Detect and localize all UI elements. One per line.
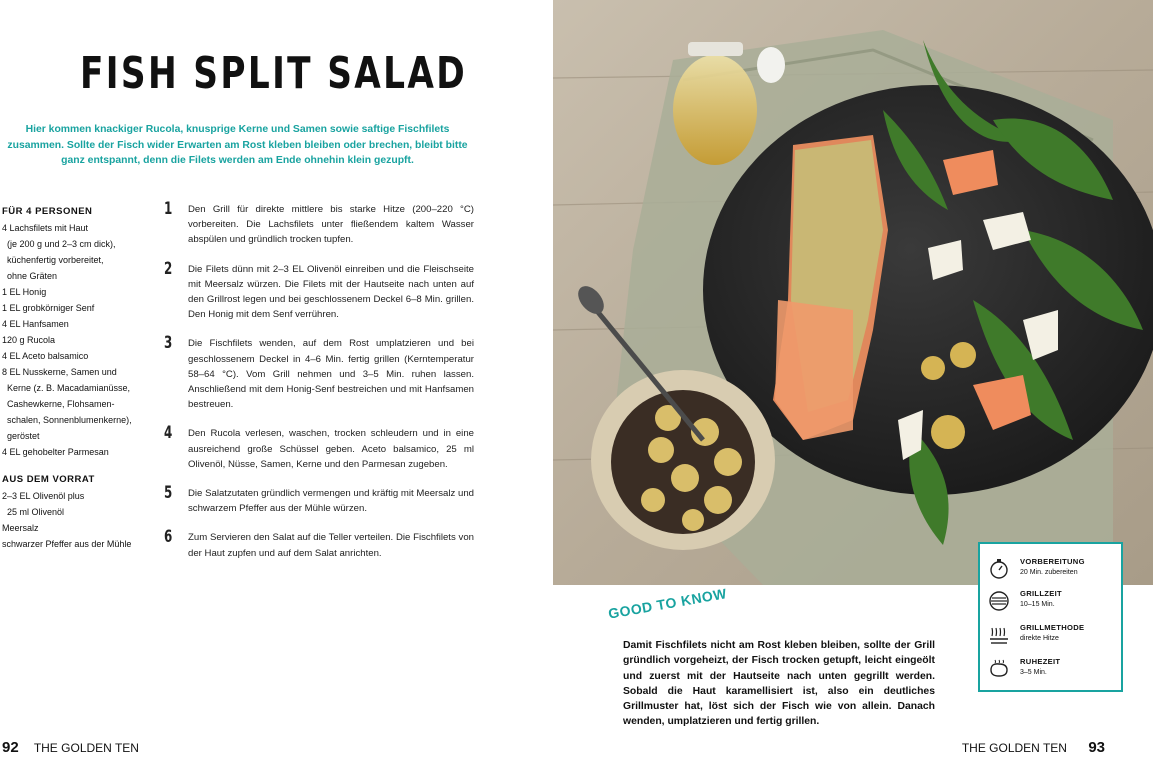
- steak-icon: [988, 658, 1010, 680]
- step: [164, 527, 474, 560]
- ingredient-line: 4 EL Aceto balsamico: [2, 351, 89, 361]
- page-number: 92: [2, 739, 19, 756]
- ingredient-line: ohne Gräten: [7, 271, 58, 281]
- ingredient-line: 4 Lachsfilets mit Haut: [2, 223, 89, 233]
- info-prep: [988, 556, 1118, 586]
- step-number: 5: [164, 483, 173, 504]
- step: [164, 483, 474, 516]
- info-label: GRILLMETHODE: [1020, 623, 1085, 632]
- recipe-title: FISH SPLIT SALAD: [80, 48, 468, 99]
- footer-left: [2, 739, 139, 756]
- step-text: Die Fischfilets wenden, auf dem Rost umplatzieren und bei geschlossenem Deckel in 4–6 Min. fertig grillen (Kerntemperatur 58–64 °C). Vom Grill nehmen und 3–5 Min. ruhen lassen. Anschließend mit dem Honig-Senf bestreichen und mit Hanfsamen bestreuen.: [188, 338, 474, 411]
- info-value: direkte Hitze: [1020, 635, 1059, 642]
- right-page: [553, 0, 1153, 759]
- pantry-line: Meersalz: [2, 523, 39, 533]
- pantry-line: 25 ml Olivenöl: [7, 507, 65, 517]
- good-to-know-text: Damit Fischfilets nicht am Rost kleben bleiben, sollte der Grill gründlich vorgeheizt, der Fisch trocken getupft, leicht eingeölt und zuerst mit der Hautseite nach unten gegrillt werden. Sobald die Haut karamellisiert ist, also ein deutliches Grillmuster hat, löst sich der Fisch wie von allein. Danach wenden, umplatzieren und fertig grillen.: [623, 640, 935, 728]
- info-label: RUHEZEIT: [1020, 657, 1061, 666]
- left-page: [0, 0, 553, 759]
- step: [164, 333, 474, 412]
- info-value: 10–15 Min.: [1020, 601, 1055, 608]
- recipe-info-box: [978, 542, 1123, 692]
- page-number: 93: [1088, 739, 1105, 756]
- pantry-line: schwarzer Pfeffer aus der Mühle: [2, 539, 132, 549]
- info-value: 3–5 Min.: [1020, 669, 1047, 676]
- step-text: Den Grill für direkte mittlere bis starke Hitze (200–220 °C) vorbereiten. Die Lachsfilets unter fließendem kaltem Wasser abspülen und gründlich trocken tupfen.: [188, 204, 474, 246]
- ingredient-line: 1 EL grobkörniger Senf: [2, 303, 95, 313]
- pantry-line: 2–3 EL Olivenöl plus: [2, 491, 85, 501]
- step-number: 4: [164, 423, 173, 444]
- info-grill-time: [988, 588, 1118, 618]
- step-number: 2: [164, 258, 173, 279]
- step: [164, 199, 474, 248]
- step-number: 6: [164, 527, 173, 548]
- ingredient-line: 4 EL Hanfsamen: [2, 319, 69, 329]
- ingredient-line: geröstet: [7, 431, 40, 441]
- info-rest-time: [988, 656, 1118, 686]
- ingredients-heading: FÜR 4 PERSONEN: [2, 206, 93, 217]
- step-number: 1: [164, 199, 173, 219]
- info-label: GRILLZEIT: [1020, 589, 1062, 598]
- food-photo: [553, 0, 1153, 585]
- step: [164, 258, 474, 323]
- method-steps: [164, 199, 474, 561]
- step-text: Zum Servieren den Salat auf die Teller verteilen. Die Fischfilets von der Haut zupfen und auf dem Salat anrichten.: [188, 532, 474, 559]
- step-text: Den Rucola verlesen, waschen, trocken schleudern und in eine ausreichend große Schüssel geben. Aceto balsamico, 25 ml Olivenöl, Nüsse, Samen, Kerne und den Parmesan zugeben.: [188, 428, 474, 470]
- ingredient-line: 4 EL gehobelter Parmesan: [2, 447, 109, 457]
- ingredient-line: Kerne (z. B. Macadamianüsse,: [7, 383, 131, 393]
- step: [164, 423, 474, 472]
- grill-method-icon: [988, 624, 1010, 646]
- footer-right: [962, 739, 1105, 756]
- ingredient-line: (je 200 g und 2–3 cm dick),: [7, 239, 116, 249]
- ingredient-line: 1 EL Honig: [2, 287, 47, 297]
- info-label: VORBEREITUNG: [1020, 557, 1085, 566]
- info-grill-method: [988, 622, 1118, 652]
- step-text: Die Filets dünn mit 2–3 EL Olivenöl einreiben und die Fleischseite mit Meersalz würzen. Die Filets mit der Hautseite nach unten auf den Grillrost legen und bei geschlossenem Deckel 6–8 Min. grillen. Den Honig mit dem Senf verrühren.: [188, 263, 474, 321]
- stopwatch-icon: [988, 558, 1010, 580]
- ingredient-line: küchenfertig vorbereitet,: [7, 255, 104, 265]
- ingredient-line: 120 g Rucola: [2, 335, 56, 345]
- book-title: THE GOLDEN TEN: [33, 741, 139, 755]
- ingredient-line: 8 EL Nusskerne, Samen und: [2, 367, 117, 377]
- ingredients-list: [2, 204, 152, 552]
- pantry-heading: AUS DEM VORRAT: [2, 474, 95, 485]
- recipe-intro: Hier kommen knackiger Rucola, knusprige Kerne und Samen sowie saftige Fischfilets zusammen. Sollte der Fisch wider Erwarten am Rost kleben bleiben oder brechen, bleibt bitte ganz entspannt, denn die Filets werden am Ende ohnehin klein gezupft.: [7, 124, 468, 166]
- ingredient-line: schalen, Sonnenblumenkerne),: [7, 415, 132, 425]
- step-text: Die Salatzutaten gründlich vermengen und kräftig mit Meersalz und schwarzem Pfeffer aus der Mühle würzen.: [188, 488, 474, 515]
- grill-icon: [988, 590, 1010, 612]
- book-title: THE GOLDEN TEN: [961, 741, 1067, 755]
- step-number: 3: [164, 333, 173, 354]
- good-to-know-title: GOOD TO KNOW: [607, 585, 729, 622]
- ingredient-line: Cashewkerne, Flohsamen-: [7, 399, 115, 409]
- info-value: 20 Min. zubereiten: [1020, 569, 1078, 576]
